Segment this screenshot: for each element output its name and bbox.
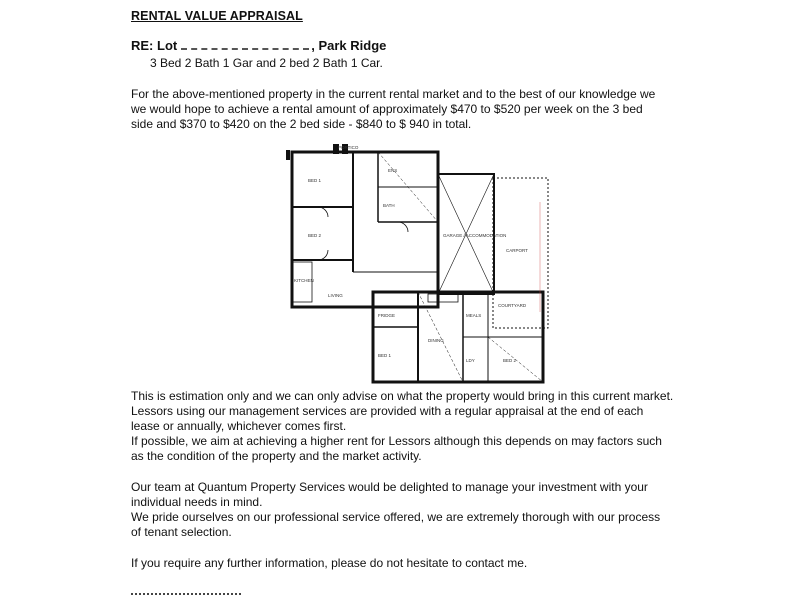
reference-line [131,38,386,53]
paragraph-line: lease or annually, whichever comes first. [131,419,347,433]
plan-label-bed5: BED 2 [503,358,517,363]
plan-label-dining: DINING [428,338,444,343]
plan-label-ens: ENS [388,168,398,173]
plan-label-bath: BATH [383,203,395,208]
paragraph-line: If possible, we aim at achieving a higher rent for Lessors although this depends on may factors such [131,434,662,448]
paragraph-line: Lessors using our management services are provided with a regular appraisal at the end of each [131,404,644,418]
paragraph-line: For the above-mentioned property in the current rental market and to the best of our knowledge we [131,87,656,101]
paragraph-line: individual needs in mind. [131,495,263,509]
plan-label-kitchen: KITCHEN [294,278,314,283]
paragraph-line: we would hope to achieve a rental amount of approximately $470 to $520 per week on the 3 bed [131,102,643,116]
floor-plan-image [278,142,550,384]
paragraph-line: This is estimation only and we can only advise on what the property would bring in this current market. [131,389,674,403]
cropped-closing-line [131,593,241,598]
plan-label-portico: PORTICO [338,145,359,150]
re-location: , Park Ridge [311,38,387,53]
plan-label-bed1: BED 1 [308,178,322,183]
plan-label-fridge: FRIDGE [378,313,396,318]
plan-label-garage: GARAGE / ACCOMMODATION [443,233,507,238]
plan-label-living: LIVING [328,293,343,298]
plan-label-meals: MEALS [466,313,482,318]
paragraph-line: Our team at Quantum Property Services would be delighted to manage your investment with your [131,480,648,494]
paragraph-estimate [131,87,691,132]
plan-label-bed3: BED 1 [378,353,392,358]
paragraph-disclaimer [131,389,691,464]
paragraph-line: We pride ourselves on our professional service offered, we are extremely thorough with our process [131,510,661,524]
paragraph-services [131,480,691,540]
paragraph-line: side and $370 to $420 on the 2 bed side - $840 to $ 940 in total. [131,117,472,131]
plan-label-bed2: BED 2 [308,233,322,238]
plan-label-ldy: LDY [466,358,475,363]
paragraph-line: as the condition of the property and the market activity. [131,449,422,463]
re-prefix: RE: [131,38,154,53]
document-title: RENTAL VALUE APPRAISAL [131,9,303,23]
paragraph-contact: If you require any further information, please do not hesitate to contact me. [131,556,528,570]
re-lot: Lot [157,38,178,53]
plan-label-courtyard: COURTYARD [498,303,527,308]
paragraph-line: of tenant selection. [131,525,232,539]
plan-label-carport: CARPORT [506,248,528,253]
property-summary: 3 Bed 2 Bath 1 Gar and 2 bed 2 Bath 1 Car. [150,56,383,70]
redacted-address [181,42,309,50]
